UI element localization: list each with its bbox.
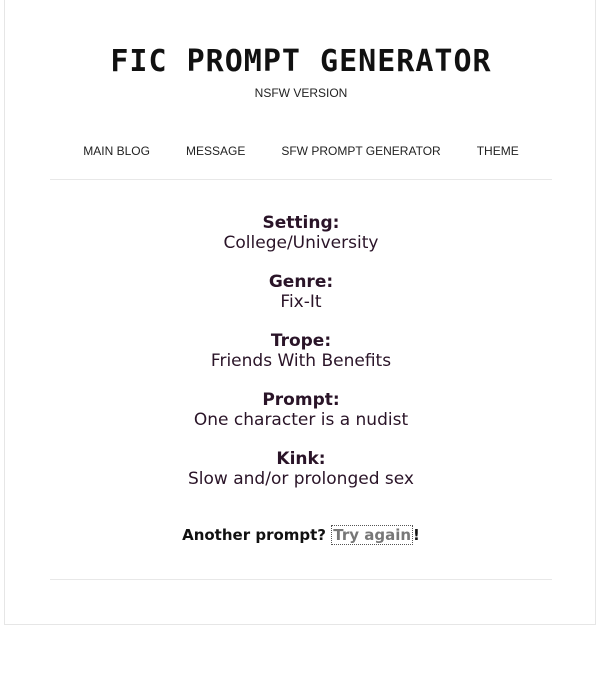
another-prompt-question: Another prompt? [182,526,327,544]
prompt-label: Prompt: [262,390,340,410]
site-title: FIC PROMPT GENERATOR [110,44,492,79]
divider-bottom [50,579,552,580]
divider-top [50,179,552,180]
kink-label: Kink: [276,449,326,469]
setting-value: College/University [223,233,379,253]
page-card [4,0,596,625]
nav-theme[interactable]: THEME [476,144,519,158]
nav-message[interactable]: MESSAGE [185,144,246,158]
kink-value: Slow and/or prolonged sex [188,469,414,489]
genre-section [5,272,597,312]
main-nav [50,144,552,158]
nav-sfw-prompt-generator[interactable]: SFW PROMPT GENERATOR [281,144,441,158]
kink-section [5,449,597,489]
genre-label: Genre: [268,272,334,292]
setting-label: Setting: [262,213,340,233]
site-subtitle: NSFW VERSION [254,86,348,100]
another-prompt-line [5,526,597,544]
trope-value: Friends With Benefits [210,351,392,371]
trope-section [5,331,597,371]
try-again-link[interactable]: Try again [333,526,412,544]
nav-main-blog[interactable]: MAIN BLOG [83,144,150,158]
prompt-value: One character is a nudist [193,410,409,430]
genre-value: Fix-It [280,292,322,312]
trope-label: Trope: [270,331,332,351]
setting-section [5,213,597,253]
prompt-section [5,390,597,430]
exclamation-suffix: ! [413,526,420,544]
